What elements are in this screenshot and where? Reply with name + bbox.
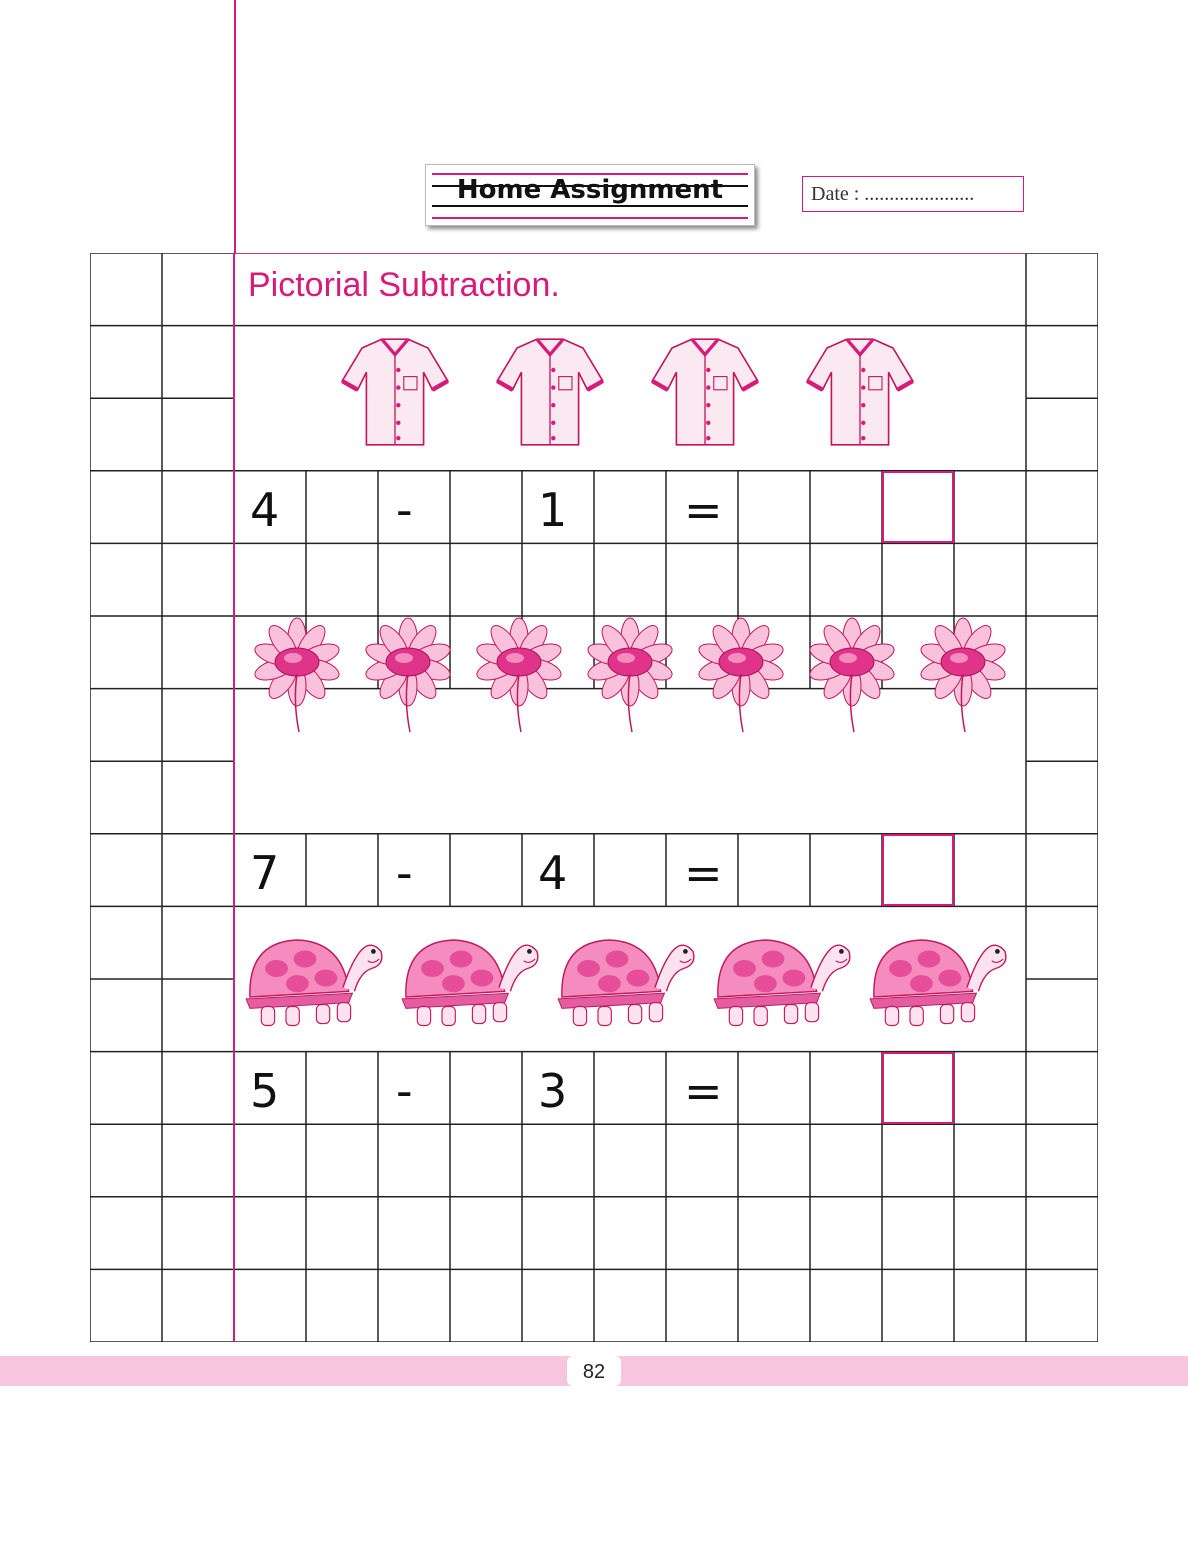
turtle-icon bbox=[402, 940, 538, 1026]
page-number: 82 bbox=[567, 1356, 621, 1386]
problem-2-minuend: 7 bbox=[250, 845, 280, 900]
worksheet-heading: Pictorial Subtraction. bbox=[248, 266, 560, 304]
problem-3-minuend: 5 bbox=[250, 1063, 280, 1118]
turtle-icon bbox=[714, 940, 850, 1026]
turtle-icon bbox=[870, 940, 1006, 1026]
page-title: Home Assignment bbox=[456, 175, 724, 205]
problem-2-operator: - bbox=[396, 845, 413, 900]
problem-2-equals-sign: = bbox=[684, 845, 723, 900]
problem-3-subtrahend: 3 bbox=[538, 1063, 568, 1118]
problem-1-equals-sign: = bbox=[684, 482, 723, 537]
problem-3-operator: - bbox=[396, 1063, 413, 1118]
problem-2-subtrahend: 4 bbox=[538, 845, 568, 900]
turtle-icon bbox=[558, 940, 694, 1026]
problem-1-subtrahend: 1 bbox=[538, 482, 568, 537]
date-field[interactable]: Date : ...................... bbox=[802, 176, 1024, 212]
problem-3-equals-sign: = bbox=[684, 1063, 723, 1118]
turtle-icon bbox=[246, 940, 382, 1026]
problem-1-operator: - bbox=[396, 482, 413, 537]
problem-1-minuend: 4 bbox=[250, 482, 280, 537]
